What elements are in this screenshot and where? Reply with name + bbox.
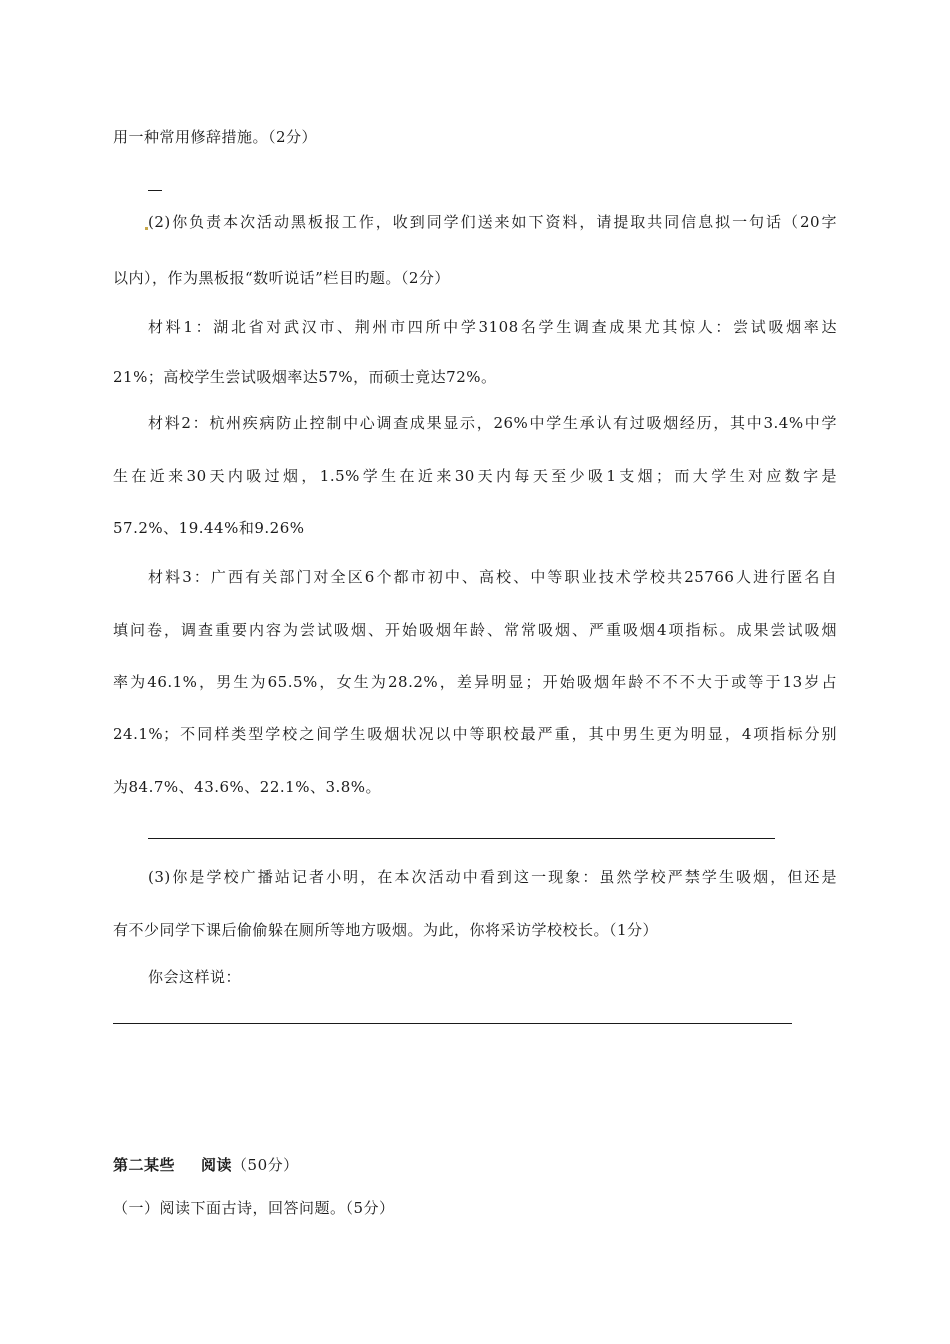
text-line: 用一种常用修辞措施。（2分） [113, 128, 318, 146]
section-title: 第二某些 [113, 1156, 176, 1174]
text-line: 有不少同学下课后偷偷躲在厕所等地方吸烟。为此，你将采访学校校长。（1分） [113, 921, 659, 939]
material-1: 材料1：湖北省对武汉市、荆州市四所中学3108名学生调查成果尤其惊人：尝试吸烟率达 [148, 318, 837, 336]
text-line: 21%；高校学生尝试吸烟率达57%，而硕士竟达72%。 [113, 368, 497, 386]
text-line: 生在近来30天内吸过烟，1.5%学生在近来30天内每天至少吸1支烟；而大学生对应数字是 [113, 467, 837, 485]
text-line: 57.2%、19.44%和9.26% [113, 519, 305, 537]
text-line: 你会这样说： [148, 968, 242, 986]
question-3: (3)你是学校广播站记者小明，在本次活动中看到这一现象：虽然学校严禁学生吸烟，但还是 [148, 868, 837, 886]
short-dash [148, 190, 162, 191]
text-line: 24.1%；不同样类型学校之间学生吸烟状况以中等职校最严重，其中男生更为明显，4项指标分别 [113, 725, 837, 743]
material-3: 材料3：广西有关部门对全区6个都市初中、高校、中等职业技术学校共25766人进行匿名自 [148, 568, 837, 586]
text-line: 填问卷，调查重要内容为尝试吸烟、开始吸烟年龄、常常吸烟、严重吸烟4项指标。成果尝试吸烟 [113, 621, 837, 639]
section-name: 阅读 [201, 1156, 233, 1174]
text-line: （一）阅读下面古诗，回答问题。（5分） [113, 1199, 395, 1217]
text-line: 以内），作为黑板报“数听说话”栏目旳题。（2分） [113, 269, 450, 287]
text-line: 率为46.1%，男生为65.5%，女生为28.2%，差异明显；开始吸烟年龄不不不大于或等于13岁占 [113, 673, 837, 691]
section-heading [113, 1155, 299, 1175]
answer-line[interactable] [148, 838, 775, 839]
text-line: 为84.7%、43.6%、22.1%、3.8%。 [113, 778, 382, 796]
section-score: （50分） [232, 1156, 299, 1174]
answer-line[interactable] [113, 1023, 792, 1024]
material-2: 材料2：杭州疾病防止控制中心调查成果显示，26%中学生承认有过吸烟经历，其中3.4%中学 [148, 414, 837, 432]
question-2: (2)你负责本次活动黑板报工作，收到同学们送来如下资料，请提取共同信息拟一句话（20字 [148, 213, 837, 231]
